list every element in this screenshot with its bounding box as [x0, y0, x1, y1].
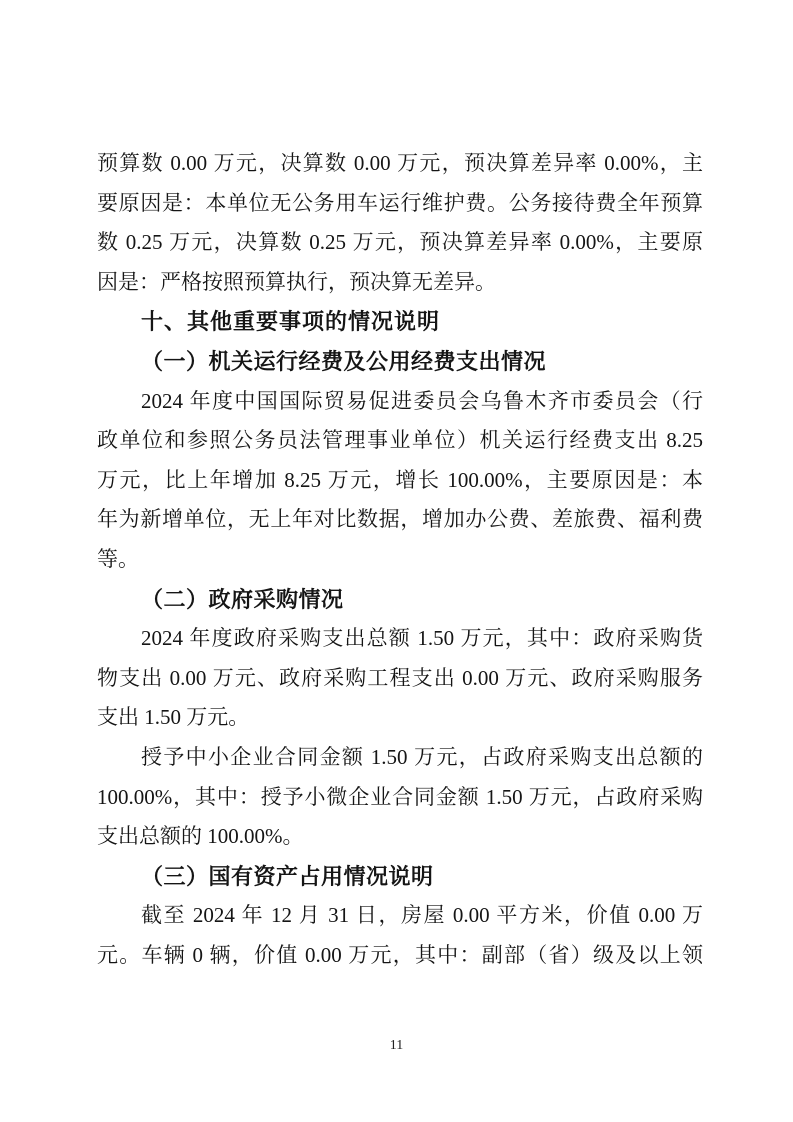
text-line: 预算数 0.00 万元，决算数 0.00 万元，预决算差异率 0.00%，主	[97, 151, 703, 175]
text-line: 年为新增单位，无上年对比数据，增加办公费、差旅费、福利费	[97, 507, 703, 532]
text-line: 政单位和参照公务员法管理事业单位）机关运行经费支出 8.25	[97, 428, 703, 453]
text-line: 100.00%，其中：授予小微企业合同金额 1.50 万元，占政府采购	[97, 784, 703, 809]
page-number: 11	[389, 1038, 404, 1053]
section-heading: （一）机关运行经费及公用经费支出情况	[141, 348, 547, 374]
text-line: 数 0.25 万元，决算数 0.25 万元，预决算差异率 0.00%，主要原	[97, 230, 703, 255]
text-line: 因是：严格按照预算执行，预决算无差异。	[97, 269, 496, 294]
text-line: 支出 1.50 万元。	[97, 705, 250, 730]
text-line: 等。	[97, 546, 139, 571]
section-heading: （二）政府采购情况	[141, 586, 344, 612]
text-line: 支出总额的 100.00%。	[97, 824, 304, 849]
text-line: 万元，比上年增加 8.25 万元，增长 100.00%，主要原因是：本	[97, 467, 703, 492]
text-line: 物支出 0.00 万元、政府采购工程支出 0.00 万元、政府采购服务	[97, 665, 703, 690]
text-line: 元。车辆 0 辆，价值 0.00 万元，其中：副部（省）级及以上领	[97, 942, 703, 967]
text-line: 授予中小企业合同金额 1.50 万元，占政府采购支出总额的	[141, 744, 703, 769]
text-line: 2024 年度政府采购支出总额 1.50 万元，其中：政府采购货	[141, 626, 703, 651]
section-heading: （三）国有资产占用情况说明	[141, 863, 434, 889]
text-line: 要原因是：本单位无公务用车运行维护费。公务接待费全年预算	[97, 190, 703, 215]
page-body-text	[97, 144, 703, 975]
text-line: 截至 2024 年 12 月 31 日，房屋 0.00 平方米，价值 0.00 万	[141, 903, 703, 928]
section-heading: 十、其他重要事项的情况说明	[141, 309, 441, 335]
text-line: 2024 年度中国国际贸易促进委员会乌鲁木齐市委员会（行	[141, 388, 703, 413]
